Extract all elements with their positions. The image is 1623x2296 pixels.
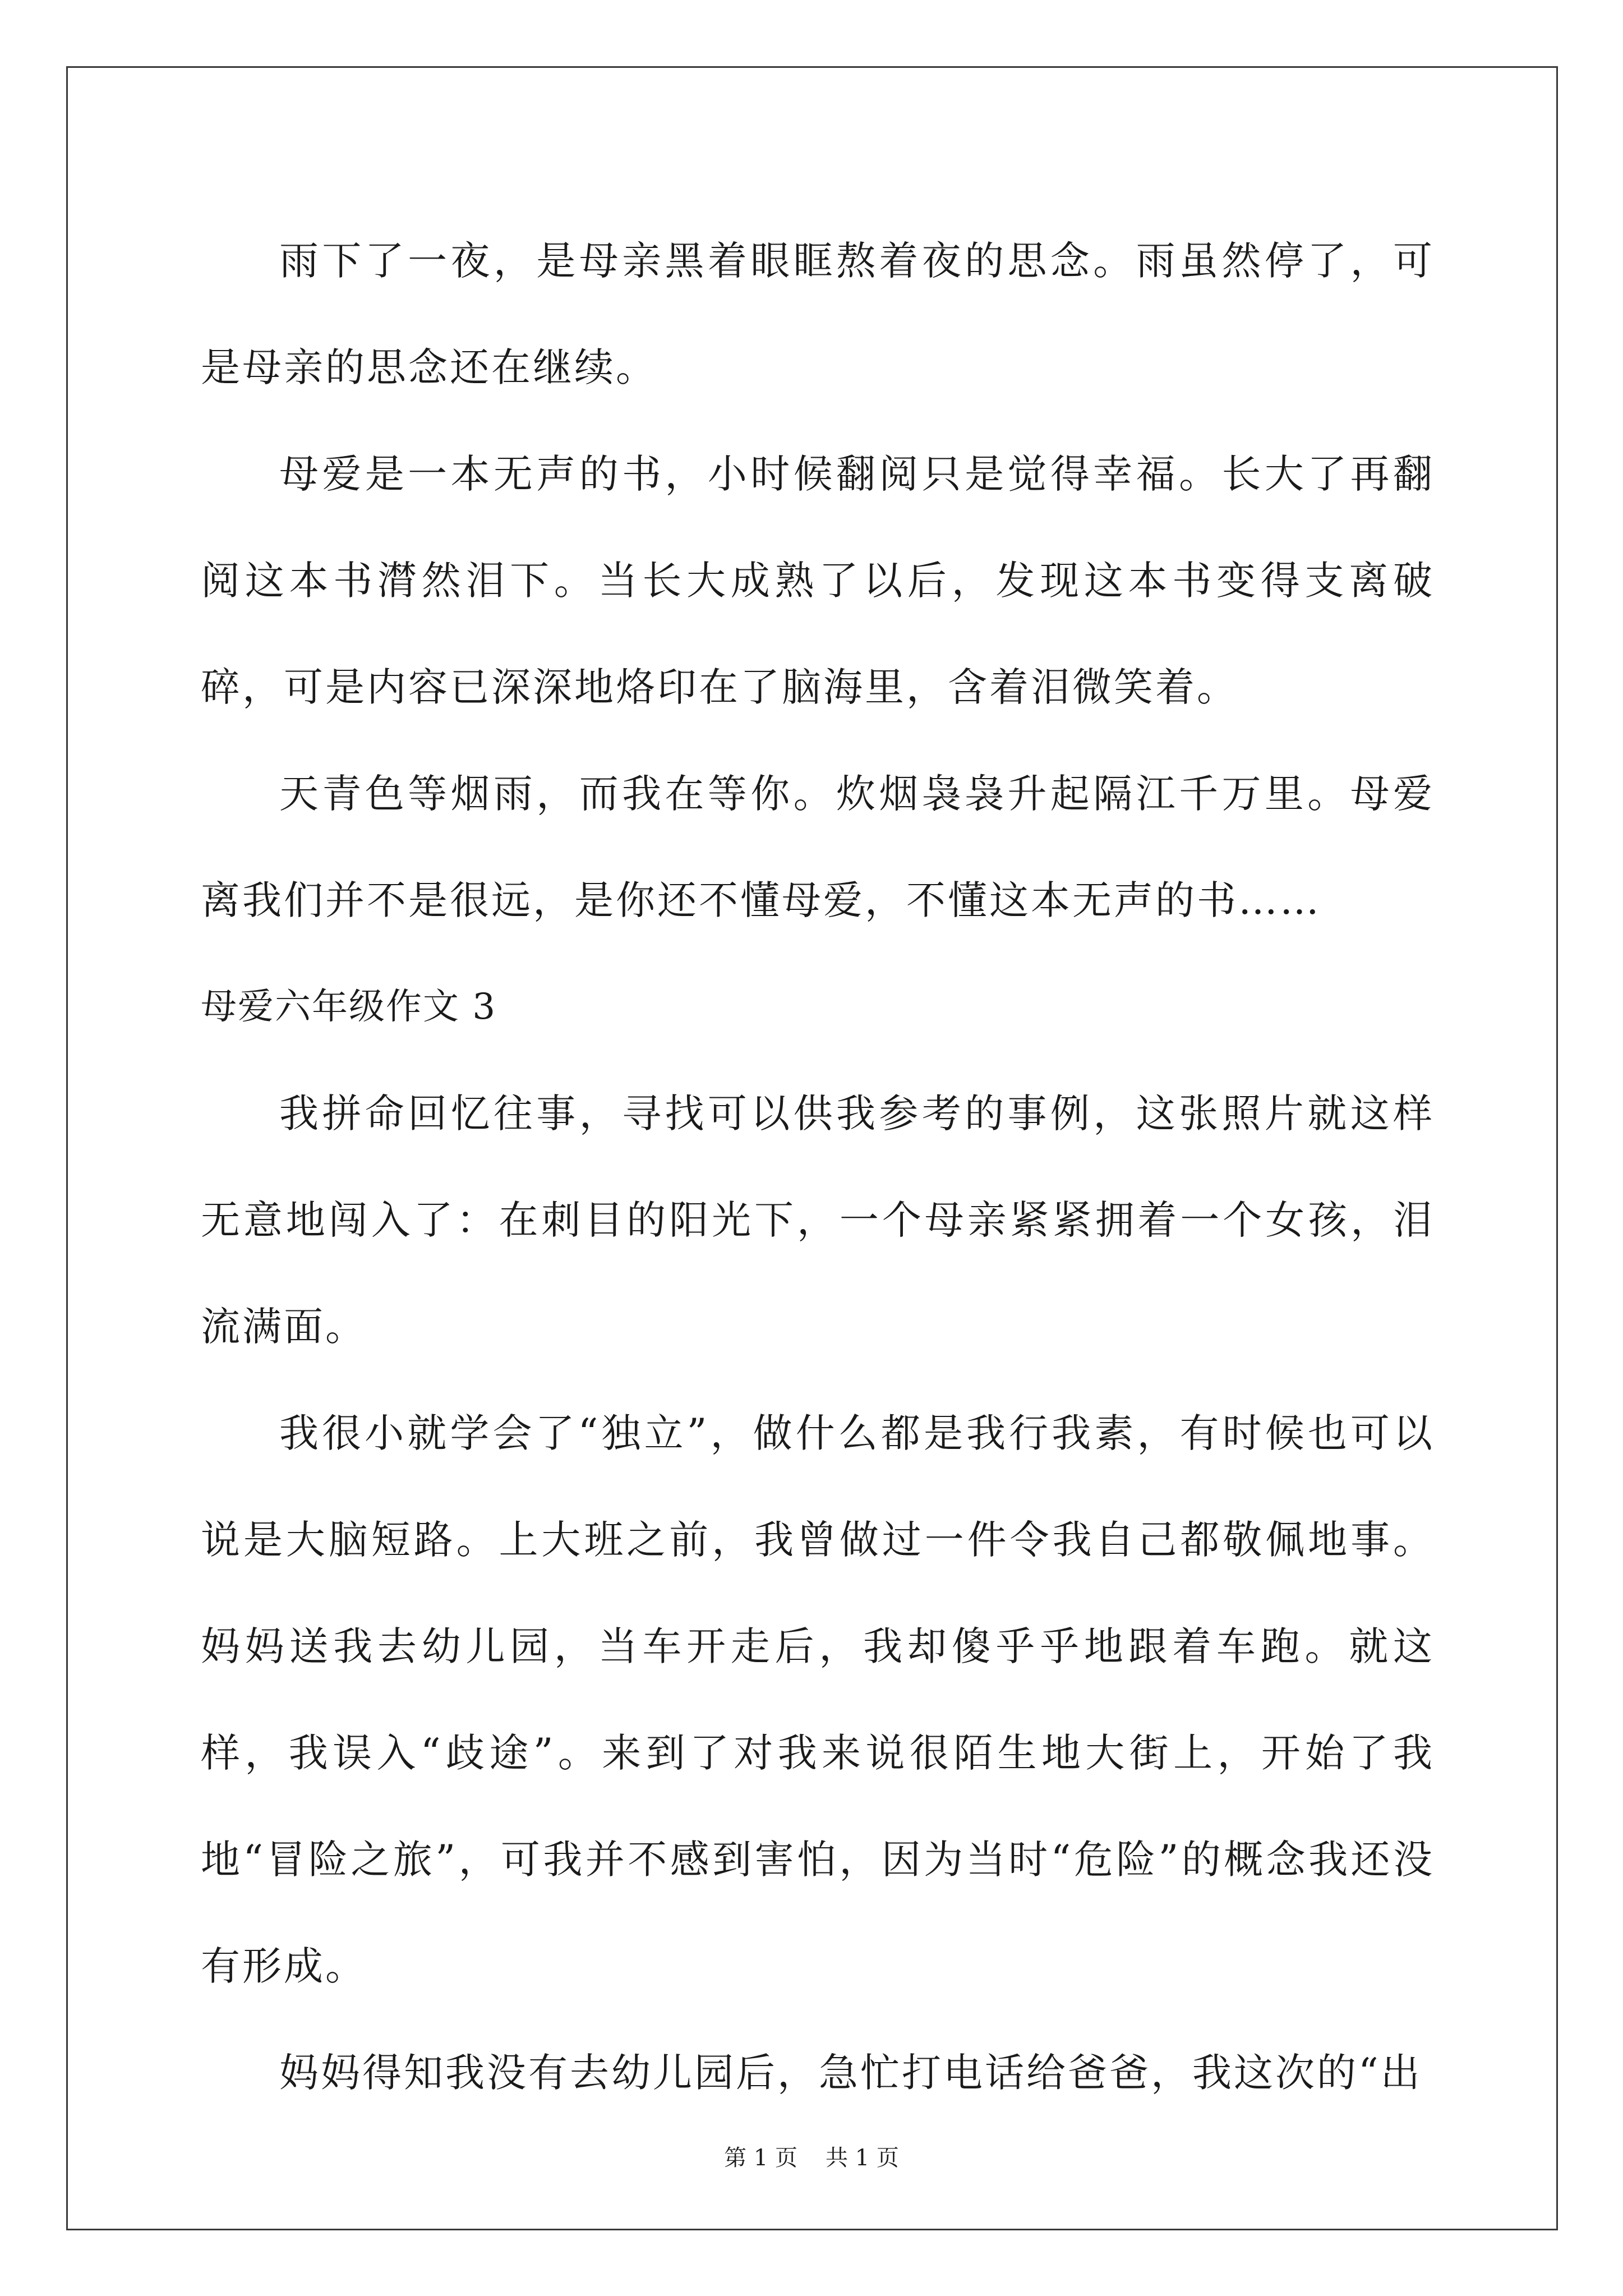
paragraph-4: 我拼命回忆往事，寻找可以供我参考的事例，这张照片就这样无意地闯入了：在刺目的阳光下，一个母亲紧紧拥着一个女孩，泪流满面。 [201, 1091, 1435, 1350]
paragraph-2: 母爱是一本无声的书，小时候翻阅只是觉得幸福。长大了再翻阅这本书潸然泪下。当长大成熟了以后，发现这本书变得支离破碎，可是内容已深深地烙印在了脑海里，含着泪微笑着。 [201, 451, 1435, 710]
document-body [201, 208, 1435, 2126]
section-title: 母爱六年级作文 3 [201, 986, 497, 1028]
page-footer [0, 2140, 1623, 2172]
paragraph-3: 天青色等烟雨，而我在等你。炊烟袅袅升起隔江千万里。母爱离我们并不是很远，是你还不懂母爱，不懂这本无声的书…… [201, 771, 1435, 923]
paragraph-5: 我很小就学会了“独立”，做什么都是我行我素，有时候也可以说是大脑短路。上大班之前，我曾做过一件令我自己都敬佩地事。妈妈送我去幼儿园，当车开走后，我却傻乎乎地跟着车跑。就这样，我误入“歧途”。来到了对我来说很陌生地大街上，开始了我地“冒险之旅”，可我并不感到害怕，因为当时“危险”的概念我还没有形成。 [201, 1410, 1435, 1989]
page-number: 第 1 页 [724, 2145, 797, 2171]
page-total: 共 1 页 [826, 2145, 899, 2171]
paragraph-1: 雨下了一夜，是母亲黑着眼眶熬着夜的思念。雨虽然停了，可是母亲的思念还在继续。 [201, 238, 1435, 390]
paragraph-6: 妈妈得知我没有去幼儿园后，急忙打电话给爸爸，我这次的“出 [279, 2050, 1422, 2096]
